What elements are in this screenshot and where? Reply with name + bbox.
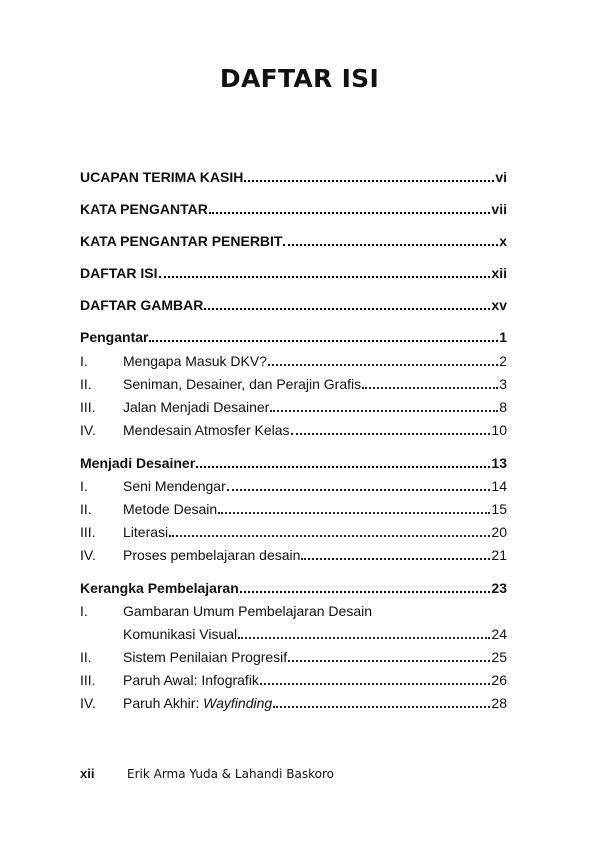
toc-item-number: I. [80,603,88,619]
dot-leader [159,272,491,278]
toc-item-label: Sistem Penilaian Progresif [123,649,288,665]
dot-leader [260,679,490,685]
dot-leader [209,208,491,214]
toc-section-page: 23 [491,580,507,596]
toc-item-page: 8 [499,399,507,415]
toc-section-page: 1 [499,329,507,345]
toc-item-page: 25 [491,649,507,665]
toc-item[interactable] [80,350,507,370]
dot-leader [169,531,490,537]
toc-section-pengantar[interactable] [80,326,507,346]
toc-section-label: Pengantar [80,329,149,345]
dot-leader [362,383,498,389]
toc-entry-page: xii [491,265,507,281]
toc-item-number: III. [80,524,96,540]
dot-leader [301,554,490,560]
toc-item-number: IV. [80,695,96,711]
dot-leader [244,176,494,182]
dot-leader [240,587,491,593]
toc-entry-daftar-gambar[interactable] [80,294,507,314]
dot-leader [149,336,498,342]
toc-item-number: III. [80,399,96,415]
toc-item-label: Gambaran Umum Pembelajaran Desain [123,603,372,619]
toc-item-page: 26 [491,672,507,688]
toc-section-kerangka-pembelajaran[interactable] [80,577,507,597]
toc-item[interactable] [80,396,507,416]
toc-item-page: 20 [491,524,507,540]
toc-item-label: Proses pembelajaran desain [123,547,301,563]
toc-item-label-italic: Wayfinding [203,695,273,711]
dot-leader [227,485,491,491]
toc-item-page: 2 [499,353,507,369]
toc-item-number: II. [80,649,92,665]
toc-section-label: Menjadi Desainer [80,455,196,471]
toc-entry-page: vi [495,169,507,185]
toc-item[interactable] [80,475,507,495]
toc-entry-label: UCAPAN TERIMA KASIH [80,169,244,185]
toc-item-page: 10 [491,422,507,438]
toc-item-page: 14 [491,478,507,494]
toc-entry-page: x [499,233,507,249]
toc-item[interactable] [80,646,507,666]
toc-entry-page: vii [491,201,507,217]
footer-page-number: xii [80,766,95,781]
toc-item-label: Mendesain Atmosfer Kelas [123,422,290,438]
toc-item-label: Seniman, Desainer, dan Perajin Grafis [123,376,362,392]
toc-item[interactable] [80,692,507,712]
toc-entry-daftar-isi[interactable] [80,262,507,282]
dot-leader [268,360,498,366]
toc-item-number: I. [80,478,88,494]
toc-item-label-prefix: Paruh Akhir: [123,695,204,711]
toc-entry-label: KATA PENGANTAR [80,201,208,217]
toc-section-menjadi-desainer[interactable] [80,452,507,472]
toc-item-number: IV. [80,422,96,438]
toc-item[interactable] [80,419,507,439]
toc-entry-label: KATA PENGANTAR PENERBIT [80,233,283,249]
toc-entry-kata-pengantar-penerbit[interactable] [80,230,507,250]
toc-section-page: 13 [491,455,507,471]
toc-entry-label: DAFTAR GAMBAR [80,297,204,313]
toc-item-label: Mengapa Masuk DKV? [123,353,267,369]
toc-item-number: II. [80,501,92,517]
dot-leader [270,406,498,412]
toc-item-label: Metode Desain [123,501,218,517]
toc-item-page: 3 [499,376,507,392]
dot-leader [238,633,490,639]
toc-entry-label: DAFTAR ISI [80,265,158,281]
dot-leader [291,429,491,435]
toc-item-page: 21 [491,547,507,563]
toc-item[interactable] [80,521,507,541]
toc-item-number: I. [80,353,88,369]
toc-item-page: 28 [491,695,507,711]
toc-section-label: Kerangka Pembelajaran [80,580,239,596]
toc-item-page: 24 [491,626,507,642]
toc-entry-ucapan-terima-kasih[interactable] [80,166,507,186]
page-title: DAFTAR ISI [219,64,380,93]
dot-leader [196,462,490,468]
toc-item-number: IV. [80,547,96,563]
toc-item-number: II. [80,376,92,392]
toc-entry-page: xv [491,297,507,313]
toc-item-label-cont: Komunikasi Visual [123,626,238,642]
toc-item[interactable] [80,600,507,620]
toc-item-label: Literasi [123,524,169,540]
toc-item[interactable] [80,544,507,564]
toc-item-continuation[interactable] [80,623,507,643]
dot-leader [204,304,490,310]
toc-item-label: Jalan Menjadi Desainer [123,399,270,415]
dot-leader [218,508,490,514]
dot-leader [288,656,490,662]
toc-item-label: Seni Mendengar [123,478,226,494]
dot-leader [273,702,490,708]
dot-leader [283,240,498,246]
toc-item[interactable] [80,498,507,518]
toc-item-label: Paruh Awal: Infografik [123,672,259,688]
toc-item-label [123,694,272,712]
toc-item-number: III. [80,672,96,688]
footer-authors: Erik Arma Yuda & Lahandi Baskoro [127,767,334,781]
page-footer [80,766,334,781]
toc-entry-kata-pengantar[interactable] [80,198,507,218]
toc-item-page: 15 [491,501,507,517]
toc-item[interactable] [80,669,507,689]
toc-item[interactable] [80,373,507,393]
